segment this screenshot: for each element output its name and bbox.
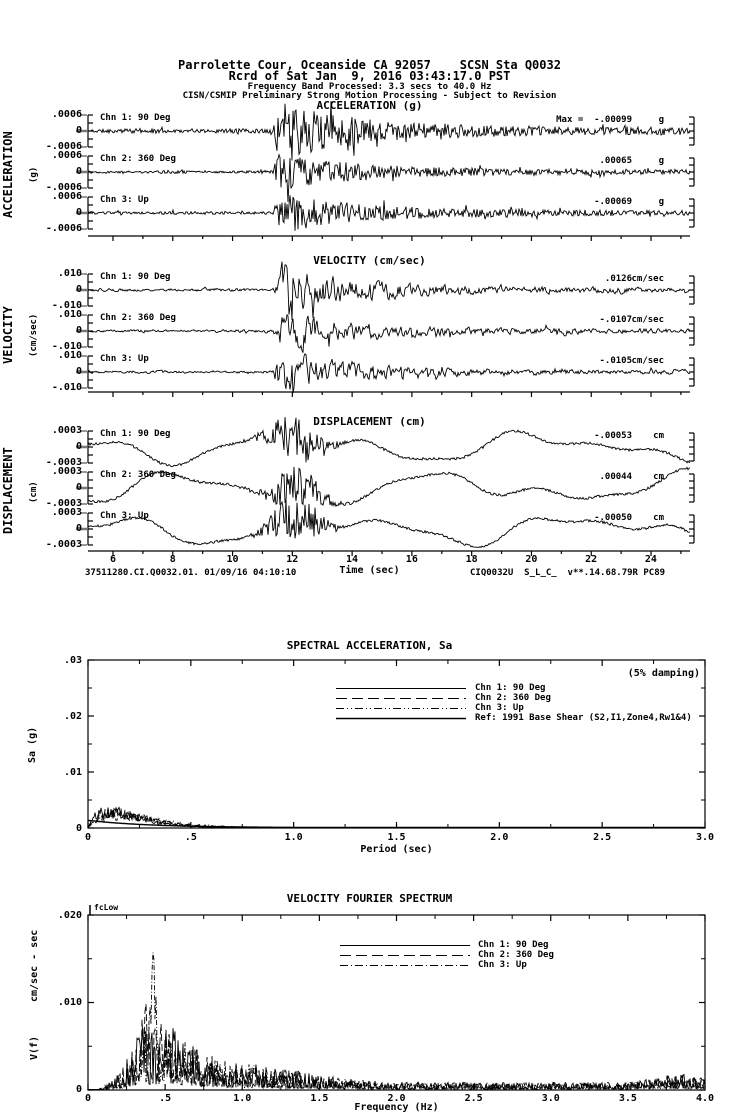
fourier-xlabel: Frequency (Hz) [354,1102,439,1113]
fourier-ylabel-vf: V(f) [29,1035,40,1060]
sa-legend-ch2: Chn 2: 360 Deg [475,693,551,703]
time-axis-label: Time (sec) [339,565,400,576]
sa-ylabel: Sa (g) [27,726,38,763]
accel-scale-zero3: 0 [75,207,82,218]
disp-ch3-unit: cm [653,513,664,523]
disp-ch2-unit: cm [653,472,664,482]
disp-scale-bottom2: -.0003 [45,498,82,509]
accel-ch1-unit: g [658,115,664,125]
accel-scale-top2: .0006 [51,150,82,161]
tick-label: 2.5 [593,832,612,843]
fourier-ytick-0: 0 [75,1084,82,1095]
tick-label: 10 [226,554,239,565]
sa-xlabel: Period (sec) [360,844,433,855]
tick-label: .5 [159,1093,172,1104]
tick-label: 6 [109,554,117,565]
tick-label: 3.0 [541,1093,560,1104]
sa-legend-ch3: Chn 3: Up [475,703,524,713]
accel-axis-unit: (g) [29,166,39,184]
station-title: Parrolette Cour, Oceanside CA 92057 SCSN Sta Q0032 [178,58,561,72]
tick-label: 1.5 [387,832,406,843]
tick-label: 1.5 [310,1093,329,1104]
record-id-footer: 37511280.CI.Q0032.01. 01/09/16 04:10:10 [85,568,297,578]
accel-scale-zero: 0 [75,125,82,136]
sa-title: SPECTRAL ACCELERATION, Sa [286,639,453,652]
disp-axis-unit: (cm) [29,481,39,504]
vel-scale-top3: .010 [57,350,82,361]
processing-version-footer: CIQ0032U S_L_C_ v**.14.68.79R PC89 [470,568,666,578]
tick-label: 20 [525,554,538,565]
vel-scale-top: .010 [57,268,82,279]
tick-label: 22 [585,554,598,565]
sa-legend-ch1: Chn 1: 90 Deg [475,683,546,693]
accel-ch3-unit: g [658,197,664,207]
accel-scale-top: .0006 [51,109,82,120]
vel-ch3-unit: cm/sec [631,356,664,366]
fourier-fclow-marker: fcLow [94,903,119,912]
tick-label: 4.0 [695,1093,715,1104]
vel-scale-zero: 0 [75,284,82,295]
accel-scale-bottom2: -.0006 [45,182,82,193]
disp-scale-top3: .0003 [51,507,82,518]
tick-label: 24 [644,554,657,565]
disp-ch2-label: Chn 2: 360 Deg [100,470,176,480]
disp-panel-title: DISPLACEMENT (cm) [313,415,426,428]
vel-ch1-unit: cm/sec [631,274,664,284]
vel-scale-bottom3: -.010 [51,382,82,393]
sa-damping-note: (5% damping) [627,668,700,679]
sa-xtick-labels [78,832,715,843]
tick-label: 1.0 [233,1093,252,1104]
disp-scale-zero: 0 [75,441,82,452]
fourier-legend-ch2: Chn 2: 360 Deg [478,950,554,960]
accel-axis-label: ACCELERATION [1,131,15,219]
vel-axis-unit: (cm/sec) [29,313,39,357]
sa-ytick-03: .03 [63,655,82,666]
disp-scale-top2: .0003 [51,466,82,477]
tick-label: 3.5 [618,1093,637,1104]
disp-scale-zero3: 0 [75,523,82,534]
accel-ch2-unit: g [658,156,664,166]
fourier-ytick-020: .020 [57,910,82,921]
disp-axis-label: DISPLACEMENT [1,447,15,534]
vel-ch1-peak: .0126 [604,274,632,284]
processing-note: CISN/CSMIP Preliminary Strong Motion Processing - Subject to Revision [182,91,557,101]
disp-ch1-label: Chn 1: 90 Deg [100,429,171,439]
sa-ytick-0: 0 [75,823,82,834]
tick-label: 18 [465,554,478,565]
accel-scale-bottom3: -.0006 [45,223,82,234]
disp-scale-top: .0003 [51,425,82,436]
accel-scale-zero2: 0 [75,166,82,177]
disp-ch1-unit: cm [653,431,664,441]
disp-ch3-peak: -.00050 [594,513,632,523]
disp-scale-bottom3: -.0003 [45,539,82,550]
vel-scale-bottom2: -.010 [51,341,82,352]
tick-label: 12 [286,554,299,565]
fourier-legend-ch1: Chn 1: 90 Deg [478,940,549,950]
sa-ytick-02: .02 [63,711,82,722]
sa-ytick-01: .01 [63,767,82,778]
disp-ch2-peak: .00044 [599,472,632,482]
disp-ch1-peak: -.00053 [594,431,632,441]
sa-legend-ref: Ref: 1991 Base Shear (S2,I1,Zone4,Rw1&4) [475,713,692,723]
tick-label: 2.0 [490,832,509,843]
tick-label: 2.0 [387,1093,406,1104]
tick-label: 0 [84,832,92,843]
vel-ch1-label: Chn 1: 90 Deg [100,272,171,282]
vel-scale-bottom: -.010 [51,300,82,311]
disp-scale-bottom: -.0003 [45,457,82,468]
fourier-legend-ch3: Chn 3: Up [478,960,527,970]
vel-ch2-peak: -.0107 [599,315,632,325]
accel-ch3-label: Chn 3: Up [100,195,149,205]
vel-ch2-label: Chn 2: 360 Deg [100,313,176,323]
frequency-band-note: Frequency Band Processed: 3.3 secs to 40.0 Hz [247,82,492,92]
tick-label: 8 [169,554,176,565]
tick-label: 1.0 [284,832,303,843]
record-datetime: Rcrd of Sat Jan 9, 2016 03:43:17.0 PST [228,69,511,83]
vel-scale-zero2: 0 [75,325,82,336]
vel-scale-top2: .010 [57,309,82,320]
vel-ch3-peak: -.0105 [599,356,632,366]
vel-scale-zero3: 0 [75,366,82,377]
vel-axis-label: VELOCITY [1,306,15,364]
disp-scale-zero2: 0 [75,482,82,493]
vel-ch3-label: Chn 3: Up [100,354,149,364]
accel-ch2-peak: .00065 [599,156,632,166]
fourier-title: VELOCITY FOURIER SPECTRUM [286,892,453,905]
tick-label: 0 [84,1093,92,1104]
tick-label: 14 [346,554,359,565]
accel-ch1-peak: Max = -.00099 [556,115,632,125]
tick-label: .5 [184,832,197,843]
accel-ch2-label: Chn 2: 360 Deg [100,154,176,164]
fourier-ylabel-units: cm/sec - sec [29,929,40,1003]
accel-scale-bottom: -.0006 [45,141,82,152]
tick-label: 3.0 [695,832,714,843]
tick-label: 2.5 [464,1093,483,1104]
disp-ch3-label: Chn 3: Up [100,511,149,521]
vel-panel-title: VELOCITY (cm/sec) [313,254,426,267]
fourier-ytick-010: .010 [57,997,82,1008]
time-axis-tick-labels [103,554,661,565]
accel-scale-top3: .0006 [51,191,82,202]
accel-panel-title: ACCELERATION (g) [316,99,423,112]
accel-ch3-peak: -.00069 [594,197,632,207]
accel-ch1-label: Chn 1: 90 Deg [100,113,171,123]
tick-label: 16 [405,554,418,565]
vel-ch2-unit: cm/sec [631,315,664,325]
